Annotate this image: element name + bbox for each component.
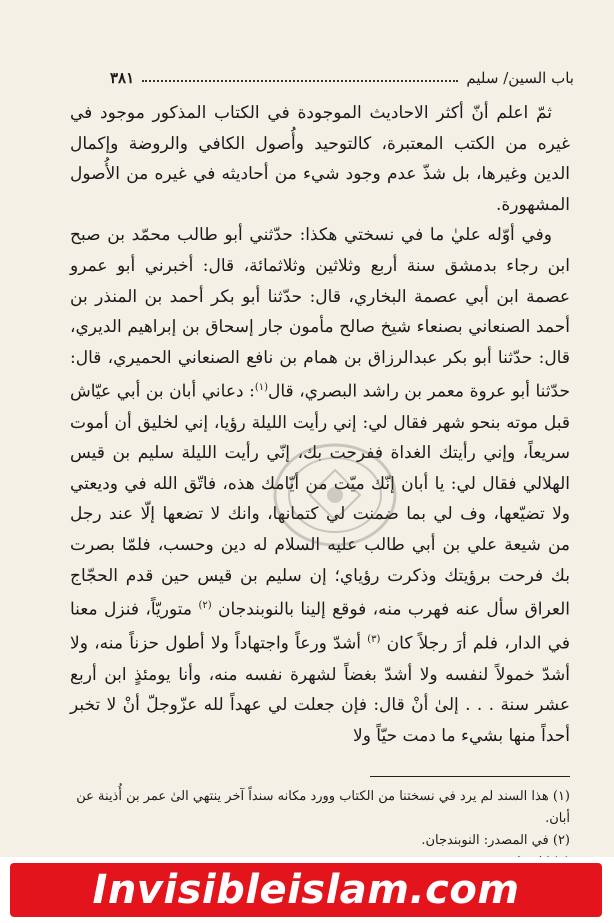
footnote-separator bbox=[370, 776, 570, 777]
footnote-marker[interactable]: (١) bbox=[254, 382, 268, 394]
site-banner-text: Invisibleislam.com bbox=[92, 867, 520, 913]
paragraph: وفي أوّله عليٰ ما في نسختي هكذا: حدّثني أبو طالب محمّد بن صبح ابن رجاء بدمشق سنة أربع وثلاثين وثلاثمائة، قال: أخبرني أبو عمرو عصمة ابن أبي عصمة البخاري، قال: حدّثنا أبو بكر أحمد بن المنذر بن أحمد الصنعاني بصنعاء شيخ صالح مأمون جار إسحاق بن إبراهيم الديري، قال: حدّثنا أبو بكر عبدالرزاق بن همام بن نافع الصنعاني الحميري، قال: حدّثنا أبو عروة معمر بن راشد البصري، قال$^{(١)}$: دعاني أبان بن أبي عيّاش قبل موته بنحو شهر فقال لي: إني رأيت الليلة رؤيا، إني لخليق أن أموت سريعاً، وإني رأيتك الغداة ففرحت بك، إنّي رأيت الليلة سليم بن قيس الهلالي فقال لي: يا أبان إنّك ميّت من أيّامك هذه، فاتّق الله في وديعتي ولا تضيّعها، وف لي بما ضمنت لي كتمانها، وانك لا تضعها إلّا عند رجل من شيعة علي بن أبي طالب عليه السلام له دين وحسب، فلمّا بصرت بك فرحت برؤيتك وذكرت رؤياي؛ إن سليم بن قيس حين قدم الحجّاج العراق سأل عنه فهرب منه، فوقع إلينا بالنوبندجان $^{(٢)}$ متوريّاً، فنزل معنا في الدار، فلم أرَ رجلاً كان $^{(٣)}$ أشدّ ورعاً واجتهاداً ولا أطول حزناً منه، ولا أشدّ خمولاً لنفسه ولا أشدّ بغضاً لشهرة نفسه منه، وأنا يومئذٍ ابن أربع عشر سنة . . . إلىٰ أنْ قال: فإن جعلت لي عهداً لله عزّوجلّ أنْ لا تخبر أحداً منها بشيء ما دمت حيّاً ولا bbox=[70, 225, 571, 746]
footnote-marker[interactable]: (٣) bbox=[367, 634, 381, 646]
header-dotted-leader bbox=[142, 80, 458, 82]
site-banner-logo[interactable] bbox=[10, 863, 602, 917]
page-number: ٣٨١ bbox=[110, 69, 135, 87]
footnote: (٢) في المصدر: النوبندجان. bbox=[421, 833, 570, 848]
paragraph: ثمّ اعلم أنّ أكثر الاحاديث الموجودة في الكتاب المذكور موجود في غيره من الكتب المعتبرة، كالتوحيد وأُصول الكافي والروضة وإكمال الدين وغيرها، بل شذّ عدم وجود شيء من أحاديثه في غيره من الأُصول المشهورة. bbox=[70, 103, 570, 215]
footnote: (١) هذا السند لم يرد في نسختنا من الكتاب وورد مكانه سنداً آخر ينتهي الىٰ عمر بن أُذينة عن أبان. bbox=[76, 789, 570, 826]
footnote-marker[interactable]: (٢) bbox=[198, 600, 212, 612]
site-banner bbox=[0, 857, 614, 923]
main-text bbox=[70, 98, 570, 751]
page-header bbox=[110, 66, 574, 90]
chapter-title: باب السين/ سليم bbox=[466, 69, 574, 87]
